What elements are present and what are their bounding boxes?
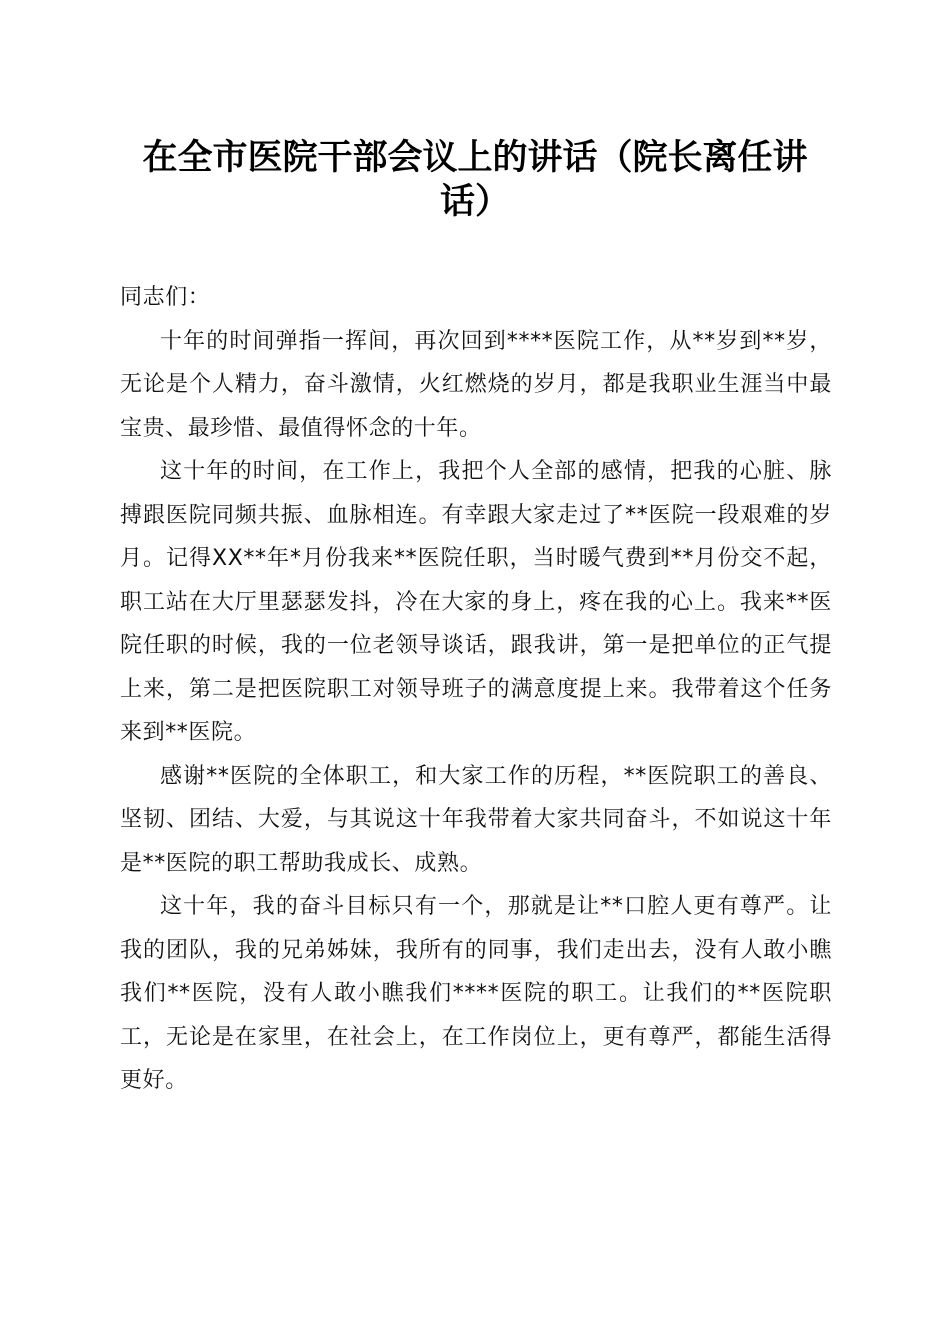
paragraph-4: 这十年，我的奋斗目标只有一个，那就是让**口腔人更有尊严。让我的团队，我的兄弟姊妹，我所有的同事，我们走出去，没有人敢小瞧我们**医院，没有人敢小瞧我们****医院的职工。让我们的**医院职工，无论是在家里，在社会上，在工作岗位上，更有尊严，都能生活得更好。 — [120, 894, 832, 1093]
paragraph-1: 十年的时间弹指一挥间，再次回到****医院工作，从**岁到**岁，无论是个人精力，奋斗激情，火红燃烧的岁月，都是我职业生涯当中最宝贵、最珍惜、最值得怀念的十年。 — [120, 328, 832, 441]
salutation: 同志们： — [120, 285, 211, 310]
paragraph-2: 这十年的时间，在工作上，我把个人全部的感情，把我的心脏、脉搏跟医院同频共振、血脉相连。有幸跟大家走过了**医院一段艰难的岁月。记得XX**年*月份我来**医院任职，当时暖气费到**月份交不起，职工站在大厅里瑟瑟发抖，冷在大家的身上，疼在我的心上。我来**医院任职的时候，我的一位老领导谈话，跟我讲，第一是把单位的正气提上来，第二是把医院职工对领导班子的满意度提上来。我带着这个任务来到**医院。 — [120, 459, 832, 745]
document-title: 在全市医院干部会议上的讲话（院长离任讲话） — [142, 137, 808, 222]
paragraph-3: 感谢**医院的全体职工，和大家工作的历程，**医院职工的善良、坚韧、团结、大爱，与其说这十年我带着大家共同奋斗，不如说这十年是**医院的职工帮助我成长、成熟。 — [120, 763, 832, 876]
document-body — [120, 276, 832, 1103]
